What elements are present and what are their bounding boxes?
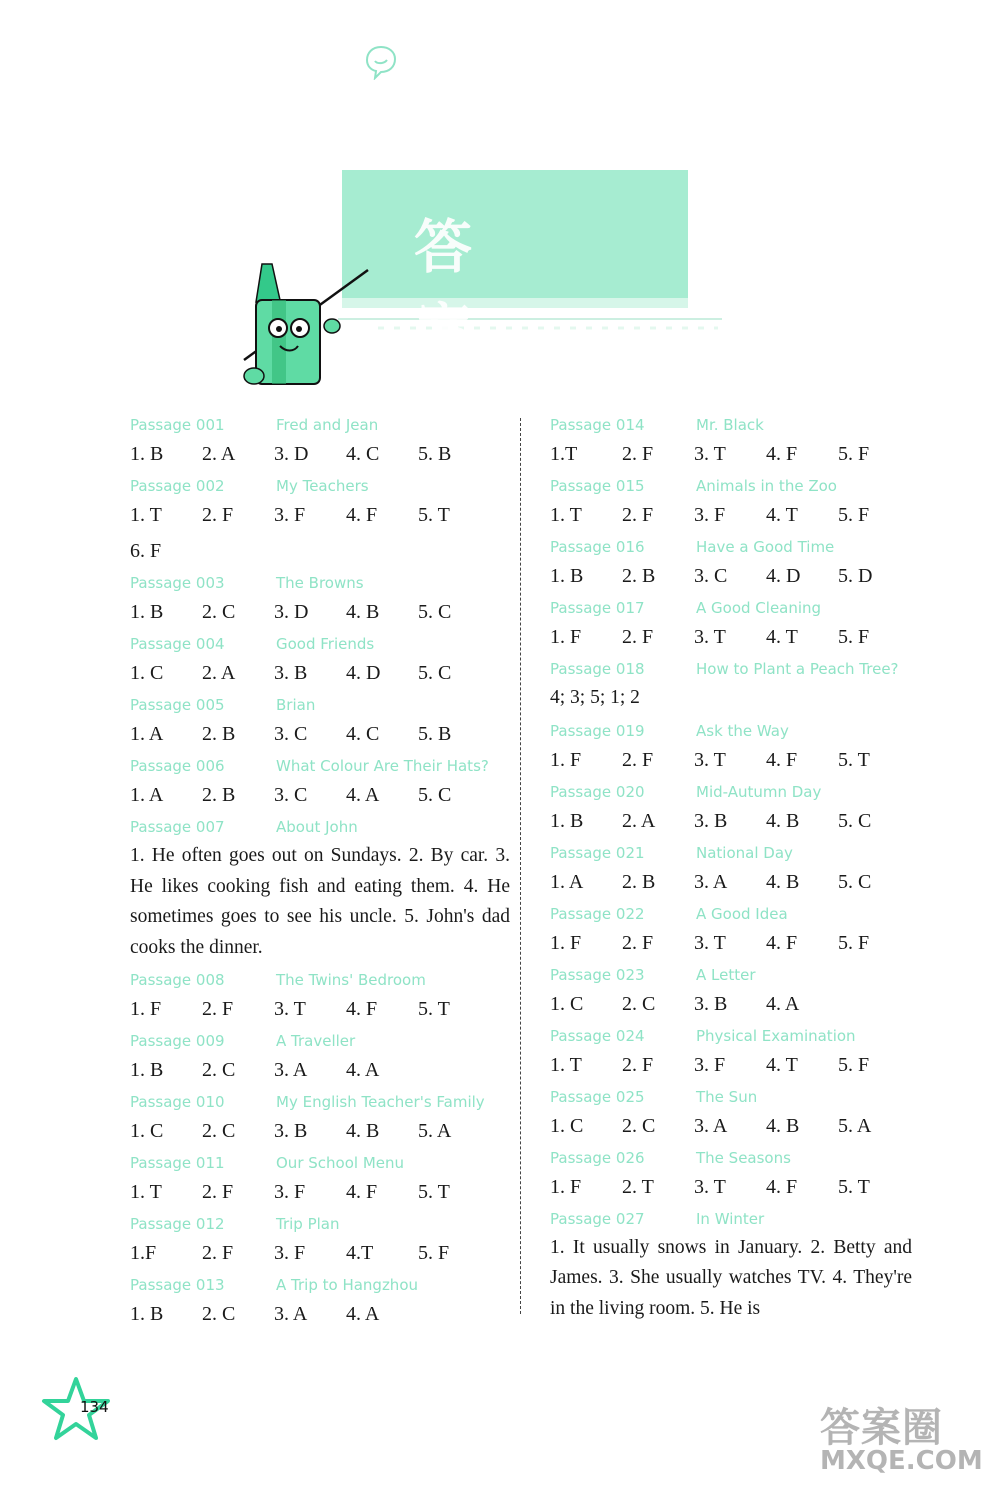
passage-title: In Winter [696,1209,765,1228]
answer-item: 5. T [418,1181,450,1203]
answer-item: 5. F [838,443,870,465]
answer-row [550,989,912,1019]
answer-item: 4. D [766,565,801,587]
answer-item: 3. C [694,565,728,587]
answer-item: 5. A [418,1120,452,1142]
passage-number: Passage 026 [550,1148,645,1167]
answer-item: 4. F [346,504,378,526]
answer-item: 6. F [130,540,162,562]
passage-number: Passage 022 [550,904,645,923]
answer-item: 2. C [202,1303,236,1325]
passage-header [130,1030,510,1052]
answer-item: 3. F [274,1181,306,1203]
speech-bubble-icon [364,44,398,80]
answer-item: 4. F [766,931,798,954]
answer-item: 3. D [274,443,309,465]
answer-item: 1. B [550,565,584,587]
answer-text: 4; 3; 5; 1; 2 [550,687,640,708]
passage-title: My Teachers [276,477,369,495]
passage-header [130,1091,510,1113]
passage-title: Animals in the Zoo [696,477,837,495]
passage-title: A Good Cleaning [696,599,822,617]
answer-item: 4. F [346,1181,378,1203]
passage-number: Passage 017 [550,599,645,617]
passage-header [130,816,510,838]
answer-item: 1. F [550,1175,582,1198]
passage-header [550,597,912,619]
answer-item: 1.T [550,443,578,465]
answer-row [130,1299,510,1329]
answer-item: 5. F [838,626,870,648]
answer-item: 4. F [766,1175,798,1198]
passage-header [550,1086,912,1108]
answer-item: 5. F [838,504,870,526]
answer-item: 4. D [346,662,381,684]
passage-header [130,1274,510,1296]
answer-item: 1. A [550,870,584,893]
answer-item: 3. T [694,443,726,465]
answer-item: 3. B [274,662,308,684]
answer-item: 4. T [766,626,798,648]
answer-item: 1. T [130,1181,162,1203]
passage-title: Our School Menu [276,1154,404,1172]
passage-header [550,536,912,558]
passage-number: Passage 015 [550,477,645,495]
answer-item: 1. B [130,601,164,623]
answer-item: 1.F [130,1242,157,1264]
answer-row [130,658,510,688]
answer-item: 2. B [202,784,236,806]
passage-title: About John [276,818,358,836]
answer-item: 1. F [550,748,582,771]
answer-item: 2. F [202,1181,234,1203]
answer-item: 2. C [622,992,656,1015]
answer-item: 3. A [274,1303,308,1325]
answer-item: 3. A [694,1114,728,1137]
passage-header [550,1025,912,1047]
answer-item: 5. F [838,931,870,954]
answer-item: 2. F [202,1242,234,1264]
passage-title: Physical Examination [696,1026,856,1045]
answer-item: 5. C [418,784,452,806]
passage-number: Passage 010 [130,1093,225,1111]
passage-number: Passage 012 [130,1215,225,1233]
answer-item: 3. D [274,601,309,623]
answer-item: 1. B [130,1059,164,1081]
passage-header [130,1152,510,1174]
answer-item: 2. B [622,870,656,893]
answer-row [550,745,912,775]
answer-item: 4. C [346,443,380,465]
passage-title: Brian [276,696,316,714]
passage-number: Passage 025 [550,1087,645,1106]
passage-header [550,964,912,986]
passage-number: Passage 019 [550,721,645,740]
passage-header [550,903,912,925]
answer-row [130,500,510,530]
answer-row [550,1172,912,1202]
answer-item: 1. B [130,1303,164,1325]
answer-item: 5. F [838,1053,870,1076]
answer-item: 3. B [694,809,728,832]
answer-item: 3. F [274,504,306,526]
answer-item: 4. A [346,1303,380,1325]
answer-item: 4. F [346,998,378,1020]
answer-row [550,500,912,530]
answer-item: 1. C [130,662,164,684]
passage-number: Passage 007 [130,818,225,836]
answer-item: 1. B [550,809,584,832]
passage-number: Passage 024 [550,1026,645,1045]
answer-item: 4. T [766,504,798,526]
passage-title: My English Teacher's Family [276,1093,485,1111]
answer-item: 3. B [694,992,728,1015]
passage-header [550,842,912,864]
answer-item: 2. F [202,504,234,526]
passage-title: Mr. Black [696,416,764,434]
answer-row [550,806,912,836]
passage-title: Ask the Way [696,721,789,740]
answer-row [130,719,510,749]
answer-item: 5. T [838,748,870,771]
answer-item: 4. B [766,870,800,893]
answer-item: 2. C [202,1059,236,1081]
passage-title: A Traveller [276,1032,356,1050]
answer-item: 2. C [202,1120,236,1142]
left-column [130,414,510,1335]
right-column [550,414,912,1330]
passage-title: What Colour Are Their Hats? [276,757,489,775]
answer-item: 2. F [622,443,654,465]
answer-item: 5. D [838,565,873,587]
answer-item: 4. B [766,809,800,832]
answer-item: 5. C [838,809,872,832]
answer-item: 4. B [346,601,380,623]
answer-item: 3. T [274,998,306,1020]
answer-item: 5. C [418,662,452,684]
answer-item: 4. F [766,748,798,771]
passage-header [130,969,510,991]
answer-row [550,439,912,469]
answer-row [130,597,510,627]
answer-item: 1. F [550,626,582,648]
answer-item: 3. F [694,504,726,526]
passage-number: Passage 021 [550,843,645,862]
passage-header [130,414,510,436]
answer-item: 4. F [766,443,798,465]
answer-row [130,536,510,566]
answer-item: 3. C [274,723,308,745]
answer-item: 4. A [346,784,380,806]
answer-item: 2. F [622,626,654,648]
answer-item: 1. T [550,1053,582,1076]
passage-number: Passage 006 [130,757,225,775]
passage-title: National Day [696,843,793,862]
pencil-mascot-icon [236,258,376,394]
answer-item: 5. C [418,601,452,623]
passage-header [550,1208,912,1230]
answer-item: 2. F [622,748,654,771]
answer-row [130,439,510,469]
answer-item: 3. F [274,1242,306,1264]
answer-item: 1. T [130,504,162,526]
passage-title: A Trip to Hangzhou [276,1276,419,1294]
answer-row [130,994,510,1024]
answer-item: 1. A [130,784,164,806]
watermark-logo: 答案圈 [820,1405,943,1451]
passage-header [550,720,912,742]
page-number: 134 [80,1398,109,1416]
answer-item: 2. A [202,443,236,465]
answer-item: 3. F [694,1053,726,1076]
answer-item: 5. F [418,1242,450,1264]
passage-header [130,633,510,655]
answer-text: 1. It usually snows in January. 2. Betty and James. 3. She usually watches TV. 4. They're in the living room. 5. He is [550,1236,912,1319]
passage-title: How to Plant a Peach Tree? [696,660,899,678]
passage-title: Mid-Autumn Day [696,782,822,801]
passage-header [130,1213,510,1235]
passage-header [550,658,912,680]
page-title: 答 案 [414,213,529,365]
passage-number: Passage 016 [550,538,645,556]
passage-title: Have a Good Time [696,538,835,556]
answer-item: 1. C [550,1114,584,1137]
passage-number: Passage 005 [130,696,225,714]
passage-title: The Seasons [696,1148,791,1167]
answer-row [550,1111,912,1141]
answer-item: 2. B [622,565,656,587]
answer-row [550,561,912,591]
answer-item: 4. C [346,723,380,745]
answer-item: 2. T [622,1175,654,1198]
answer-row [130,780,510,810]
answer-item: 4. T [766,1053,798,1076]
answer-item: 5. B [418,443,452,465]
answer-item: 3. T [694,626,726,648]
answer-item: 3. T [694,931,726,954]
answer-item: 5. T [418,504,450,526]
answer-item: 2. A [622,809,656,832]
answer-item: 1. C [130,1120,164,1142]
passage-number: Passage 014 [550,416,645,434]
answer-row [550,928,912,958]
passage-title: A Good Idea [696,904,788,923]
passage-title: Fred and Jean [276,416,379,434]
answer-item: 1. C [550,992,584,1015]
answer-item: 2. F [622,931,654,954]
answer-row [550,867,912,897]
answer-item: 5. A [838,1114,872,1137]
answer-item: 2. F [202,998,234,1020]
answer-item: 5. T [838,1175,870,1198]
passage-number: Passage 009 [130,1032,225,1050]
passage-number: Passage 003 [130,574,225,592]
answer-item: 5. B [418,723,452,745]
answer-item: 3. C [274,784,308,806]
passage-title: A Letter [696,965,756,984]
answer-text: 1. He often goes out on Sundays. 2. By car. 3. He likes cooking fish and eating them. 4. He sometimes goes to see his uncle. 5. John's dad cooks the dinner. [130,845,510,958]
passage-number: Passage 020 [550,782,645,801]
answer-item: 2. B [202,723,236,745]
passage-title: The Browns [276,574,364,592]
passage-number: Passage 001 [130,416,225,434]
passage-header [550,414,912,436]
passage-title: The Sun [696,1087,758,1106]
answer-item: 2. C [202,601,236,623]
answer-item: 1. B [130,443,164,465]
answer-item: 3. T [694,1175,726,1198]
answer-row [130,1238,510,1268]
answer-item: 1. F [550,931,582,954]
passage-number: Passage 027 [550,1209,645,1228]
passage-number: Passage 011 [130,1154,225,1172]
answer-item: 1. F [130,998,162,1020]
passage-title: Trip Plan [276,1215,340,1233]
answer-item: 4. B [346,1120,380,1142]
passage-header [550,1147,912,1169]
answer-item: 2. C [622,1114,656,1137]
passage-title: The Twins' Bedroom [276,971,426,989]
answer-item: 3. B [274,1120,308,1142]
answer-item: 2. F [622,504,654,526]
passage-header [550,781,912,803]
answer-item: 5. T [418,998,450,1020]
passage-number: Passage 018 [550,660,645,678]
answer-row [130,1055,510,1085]
passage-number: Passage 002 [130,477,225,495]
answer-item: 3. A [274,1059,308,1081]
watermark-url: MXQE.COM [820,1446,983,1476]
passage-header [130,475,510,497]
answer-item: 2. F [622,1053,654,1076]
passage-title: Good Friends [276,635,375,653]
answer-item: 3. T [694,748,726,771]
answer-item: 4. A [346,1059,380,1081]
answer-row [130,1116,510,1146]
passage-header [550,475,912,497]
passage-header [130,572,510,594]
passage-number: Passage 004 [130,635,225,653]
answer-item: 3. A [694,870,728,893]
column-divider [520,418,521,1314]
passage-number: Passage 023 [550,965,645,984]
answer-item: 5. C [838,870,872,893]
answer-item: 1. A [130,723,164,745]
passage-number: Passage 013 [130,1276,225,1294]
passage-header [130,755,510,777]
answer-item: 4. A [766,992,800,1015]
answer-row [130,1177,510,1207]
answer-item: 4. B [766,1114,800,1137]
passage-header [130,694,510,716]
answer-item: 4.T [346,1242,374,1264]
answer-row [550,1050,912,1080]
passage-number: Passage 008 [130,971,225,989]
answer-row [550,622,912,652]
answer-item: 2. A [202,662,236,684]
answer-item: 1. T [550,504,582,526]
